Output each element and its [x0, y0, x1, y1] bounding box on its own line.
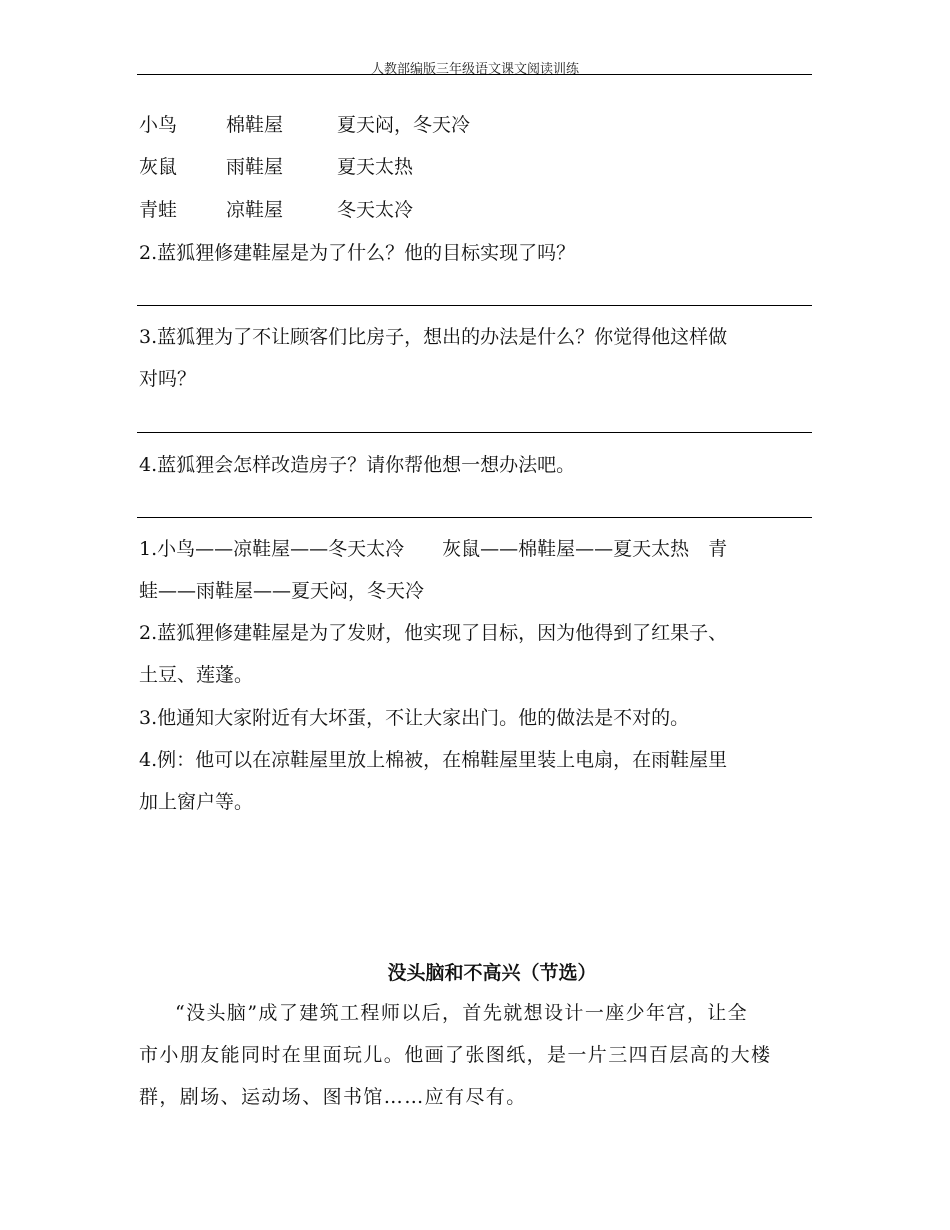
passage-line-2: 市小朋友能同时在里面玩儿。他画了张图纸，是一片三四百层高的大楼	[139, 1044, 772, 1066]
problem-label: 夏天太热	[337, 156, 414, 178]
page-header: 人教部编版三年级语文课文阅读训练	[370, 62, 579, 77]
house-label: 凉鞋屋	[226, 199, 284, 221]
question-4: 4.蓝狐狸会怎样改造房子？请你帮他想一想办法吧。	[139, 454, 576, 476]
house-label: 雨鞋屋	[226, 156, 284, 178]
answer-3: 3.他通知大家附近有大坏蛋，不让大家出门。他的做法是不对的。	[139, 707, 690, 729]
animal-label: 灰鼠	[139, 156, 178, 178]
problem-label: 夏天闷，冬天冷	[337, 114, 471, 136]
answer-4-line-2: 加上窗户等。	[139, 791, 254, 813]
question-2: 2.蓝狐狸修建鞋屋是为了什么？他的目标实现了吗？	[139, 242, 576, 264]
animal-label: 青蛙	[139, 199, 178, 221]
passage-title: 没头脑和不高兴（节选）	[387, 962, 597, 984]
question-3-line-1: 3.蓝狐狸为了不让顾客们比房子，想出的办法是什么？你觉得他这样做	[139, 326, 728, 348]
answer-line	[137, 305, 812, 306]
problem-label: 冬天太冷	[337, 199, 414, 221]
header-rule	[137, 74, 812, 75]
answer-2-line-1: 2.蓝狐狸修建鞋屋是为了发财，他实现了目标，因为他得到了红果子、	[139, 622, 728, 644]
answer-4-line-1: 4.例：他可以在凉鞋屋里放上棉被，在棉鞋屋里装上电扇，在雨鞋屋里	[139, 749, 728, 771]
animal-label: 小鸟	[139, 114, 178, 136]
answer-line	[137, 517, 812, 518]
passage-line-3: 群，剧场、运动场、图书馆……应有尽有。	[139, 1086, 527, 1108]
passage-line-1: “没头脑”成了建筑工程师以后，首先就想设计一座少年宫，让全	[175, 1002, 749, 1024]
question-3-line-2: 对吗？	[139, 368, 197, 390]
answer-1-line-2: 蛙——雨鞋屋——夏天闷，冬天冷	[139, 580, 425, 602]
answer-line	[137, 432, 812, 433]
house-label: 棉鞋屋	[226, 114, 284, 136]
answer-1-line-1: 1.小鸟——凉鞋屋——冬天太冷 灰鼠——棉鞋屋——夏天太热 青	[139, 538, 728, 560]
answer-2-line-2: 土豆、莲蓬。	[139, 664, 254, 686]
